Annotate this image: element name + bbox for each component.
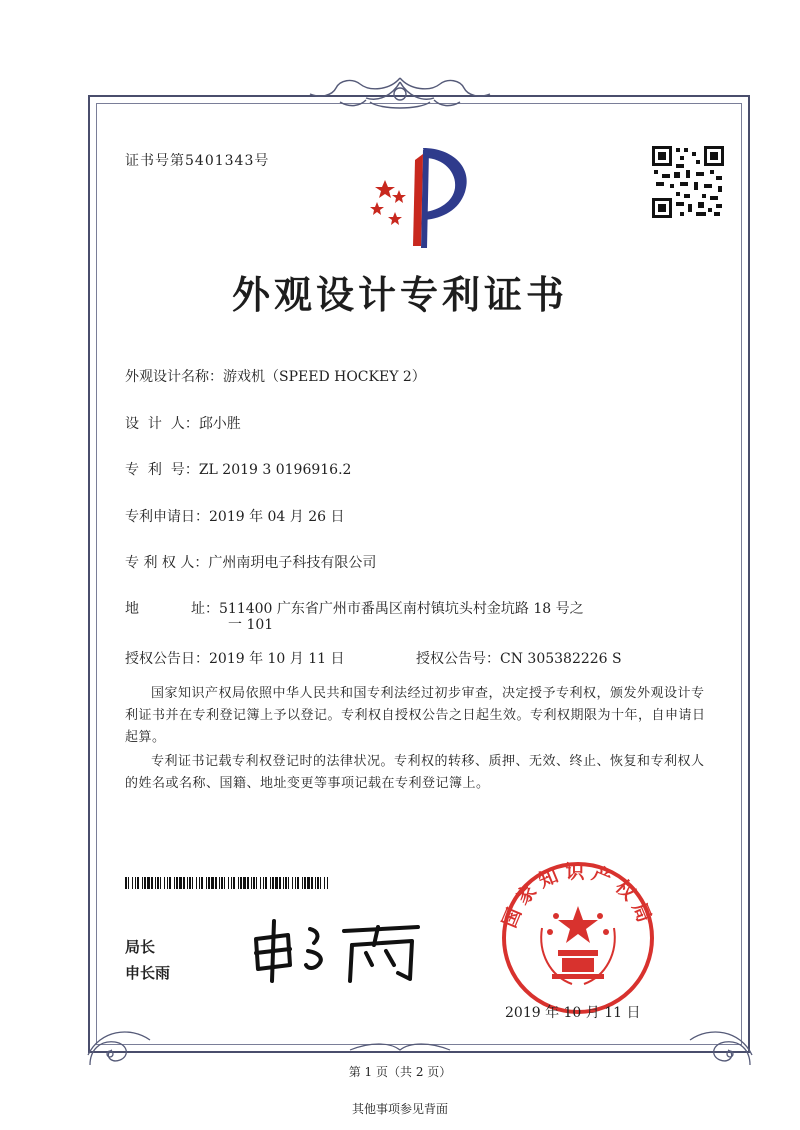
barcode-bar [196,877,197,889]
filing-date-value: 2019 年 04 月 26 日 [209,509,345,525]
barcode-bar [224,877,225,889]
barcode-bar [279,877,281,889]
barcode-bar [208,877,210,889]
barcode-bar [304,877,306,889]
barcode-bar [295,877,296,889]
address-field: 地 址：511400 广东省广州市番禺区南村镇坑头村金坑路 18 号之 [125,598,584,618]
grant-date-value: 2019 年 10 月 11 日 [209,651,345,667]
barcode-bar [320,877,321,889]
barcode-bar [128,877,129,889]
certificate-title: 外观设计专利证书 [231,272,568,317]
director-signature [248,915,428,985]
barcode-bar [251,877,252,889]
director-name: 申长雨 [125,964,171,982]
barcode-bar [260,877,261,889]
design-name-value: 游戏机（SPEED HOCKEY 2） [223,369,426,385]
barcode-bar [327,877,328,889]
barcode-bar [211,877,214,889]
barcode-bar [206,877,207,889]
barcode-bar [288,877,289,889]
design-name-field: 外观设计名称：游戏机（SPEED HOCKEY 2） [125,366,426,386]
patent-number-field: 专 利 号：ZL 2019 3 0196916.2 [125,459,351,479]
barcode-bar [307,877,310,889]
bottom-left-ornament [80,1010,160,1070]
barcode-bar [247,877,249,889]
patent-office-logo-icon [355,140,475,250]
body-paragraph-2: 专利证书记载专利权登记时的法律状况。专利权的转移、质押、无效、终止、恢复和专利权人的姓名或名称、国籍、地址变更等事项记载在专利登记簿上。 [125,754,705,791]
address-value-line1: 511400 广东省广州市番禺区南村镇坑头村金坑路 18 号之 [219,601,584,617]
barcode-bar [157,877,159,889]
qr-code-icon [652,146,724,218]
barcode-bar [275,877,278,889]
footer-note: 其他事项参见背面 [351,1102,448,1116]
barcode-bar [256,877,257,889]
certificate-number: 证书号第5401343号 [125,153,270,169]
barcode-bar [228,877,229,889]
barcode-bar [137,877,139,889]
page-number: 第 1 页（共 2 页） [348,1065,452,1079]
barcode-bar [221,877,223,889]
seal-date: 2019 年 10 月 11 日 [505,1005,641,1021]
bottom-center-ornament [340,1040,460,1060]
filing-date-label: 专利申请日 [125,509,195,525]
barcode-bar [233,877,235,889]
barcode-bar [147,877,150,889]
barcode-bar [215,877,217,889]
address-value-line2: 一 101 [228,617,274,633]
patent-number-label: 专 利 号 [125,462,185,478]
director-title: 局长 [125,938,156,956]
designer-field: 设 计 人：邱小胜 [125,413,241,433]
barcode-bar [272,877,274,889]
barcode-bar [179,877,182,889]
designer-label: 设 计 人 [125,416,185,432]
barcode-bar [231,877,232,889]
top-ornament [300,72,500,116]
barcode-bar [176,877,178,889]
patent-number-value: ZL 2019 3 0196916.2 [198,462,352,478]
designer-value: 邱小胜 [198,416,241,432]
barcode-bar [243,877,246,889]
barcode-bar [240,877,242,889]
barcode-bar [285,877,287,889]
barcode-icon [125,877,330,889]
barcode-bar [160,877,161,889]
grant-number-value: CN 305382226 S [500,651,622,667]
address-label: 地 [125,601,139,617]
barcode-bar [142,877,143,889]
barcode-bar [283,877,284,889]
barcode-bar [219,877,220,889]
official-seal [488,858,668,1018]
design-name-label: 外观设计名称 [125,369,209,385]
grant-date-field: 授权公告日：2019 年 10 月 11 日 [125,648,345,668]
barcode-bar [169,877,171,889]
grant-number-label: 授权公告号 [416,651,486,667]
barcode-bar [199,877,200,889]
barcode-bar [144,877,146,889]
barcode-bar [187,877,188,889]
barcode-bar [201,877,203,889]
barcode-bar [265,877,267,889]
barcode-bar [292,877,293,889]
barcode-bar [238,877,239,889]
barcode-bar [315,877,316,889]
barcode-bar [192,877,193,889]
barcode-bar [164,877,165,889]
barcode-bar [317,877,319,889]
barcode-bar [311,877,313,889]
patentee-label: 专 利 权 人 [125,555,195,571]
patentee-field: 专 利 权 人：广州南玥电子科技有限公司 [125,552,376,572]
barcode-bar [270,877,271,889]
barcode-bar [253,877,255,889]
barcode-bar [155,877,156,889]
barcode-bar [167,877,168,889]
barcode-bar [132,877,133,889]
barcode-bar [263,877,264,889]
barcode-bar [302,877,303,889]
barcode-bar [174,877,175,889]
barcode-bar [135,877,136,889]
address-label-end: 址 [191,601,205,617]
grant-date-label: 授权公告日 [125,651,195,667]
barcode-bar [183,877,185,889]
barcode-bar [297,877,299,889]
filing-date-field: 专利申请日：2019 年 04 月 26 日 [125,506,345,526]
seal-text: 国家知识产权局 [498,861,658,931]
barcode-bar [125,877,127,889]
patentee-value: 广州南玥电子科技有限公司 [208,555,377,571]
barcode-bar [151,877,153,889]
barcode-bar [189,877,191,889]
bottom-right-ornament [680,1010,760,1070]
grant-number-field: 授权公告号：CN 305382226 S [416,648,622,668]
barcode-bar [324,877,325,889]
body-paragraph-1: 国家知识产权局依照中华人民共和国专利法经过初步审查，决定授予专利权，颁发外观设计专利证书并在专利登记簿上予以登记。专利权自授权公告之日起生效。专利权期限为十年，自申请日起算。 [125,686,706,745]
